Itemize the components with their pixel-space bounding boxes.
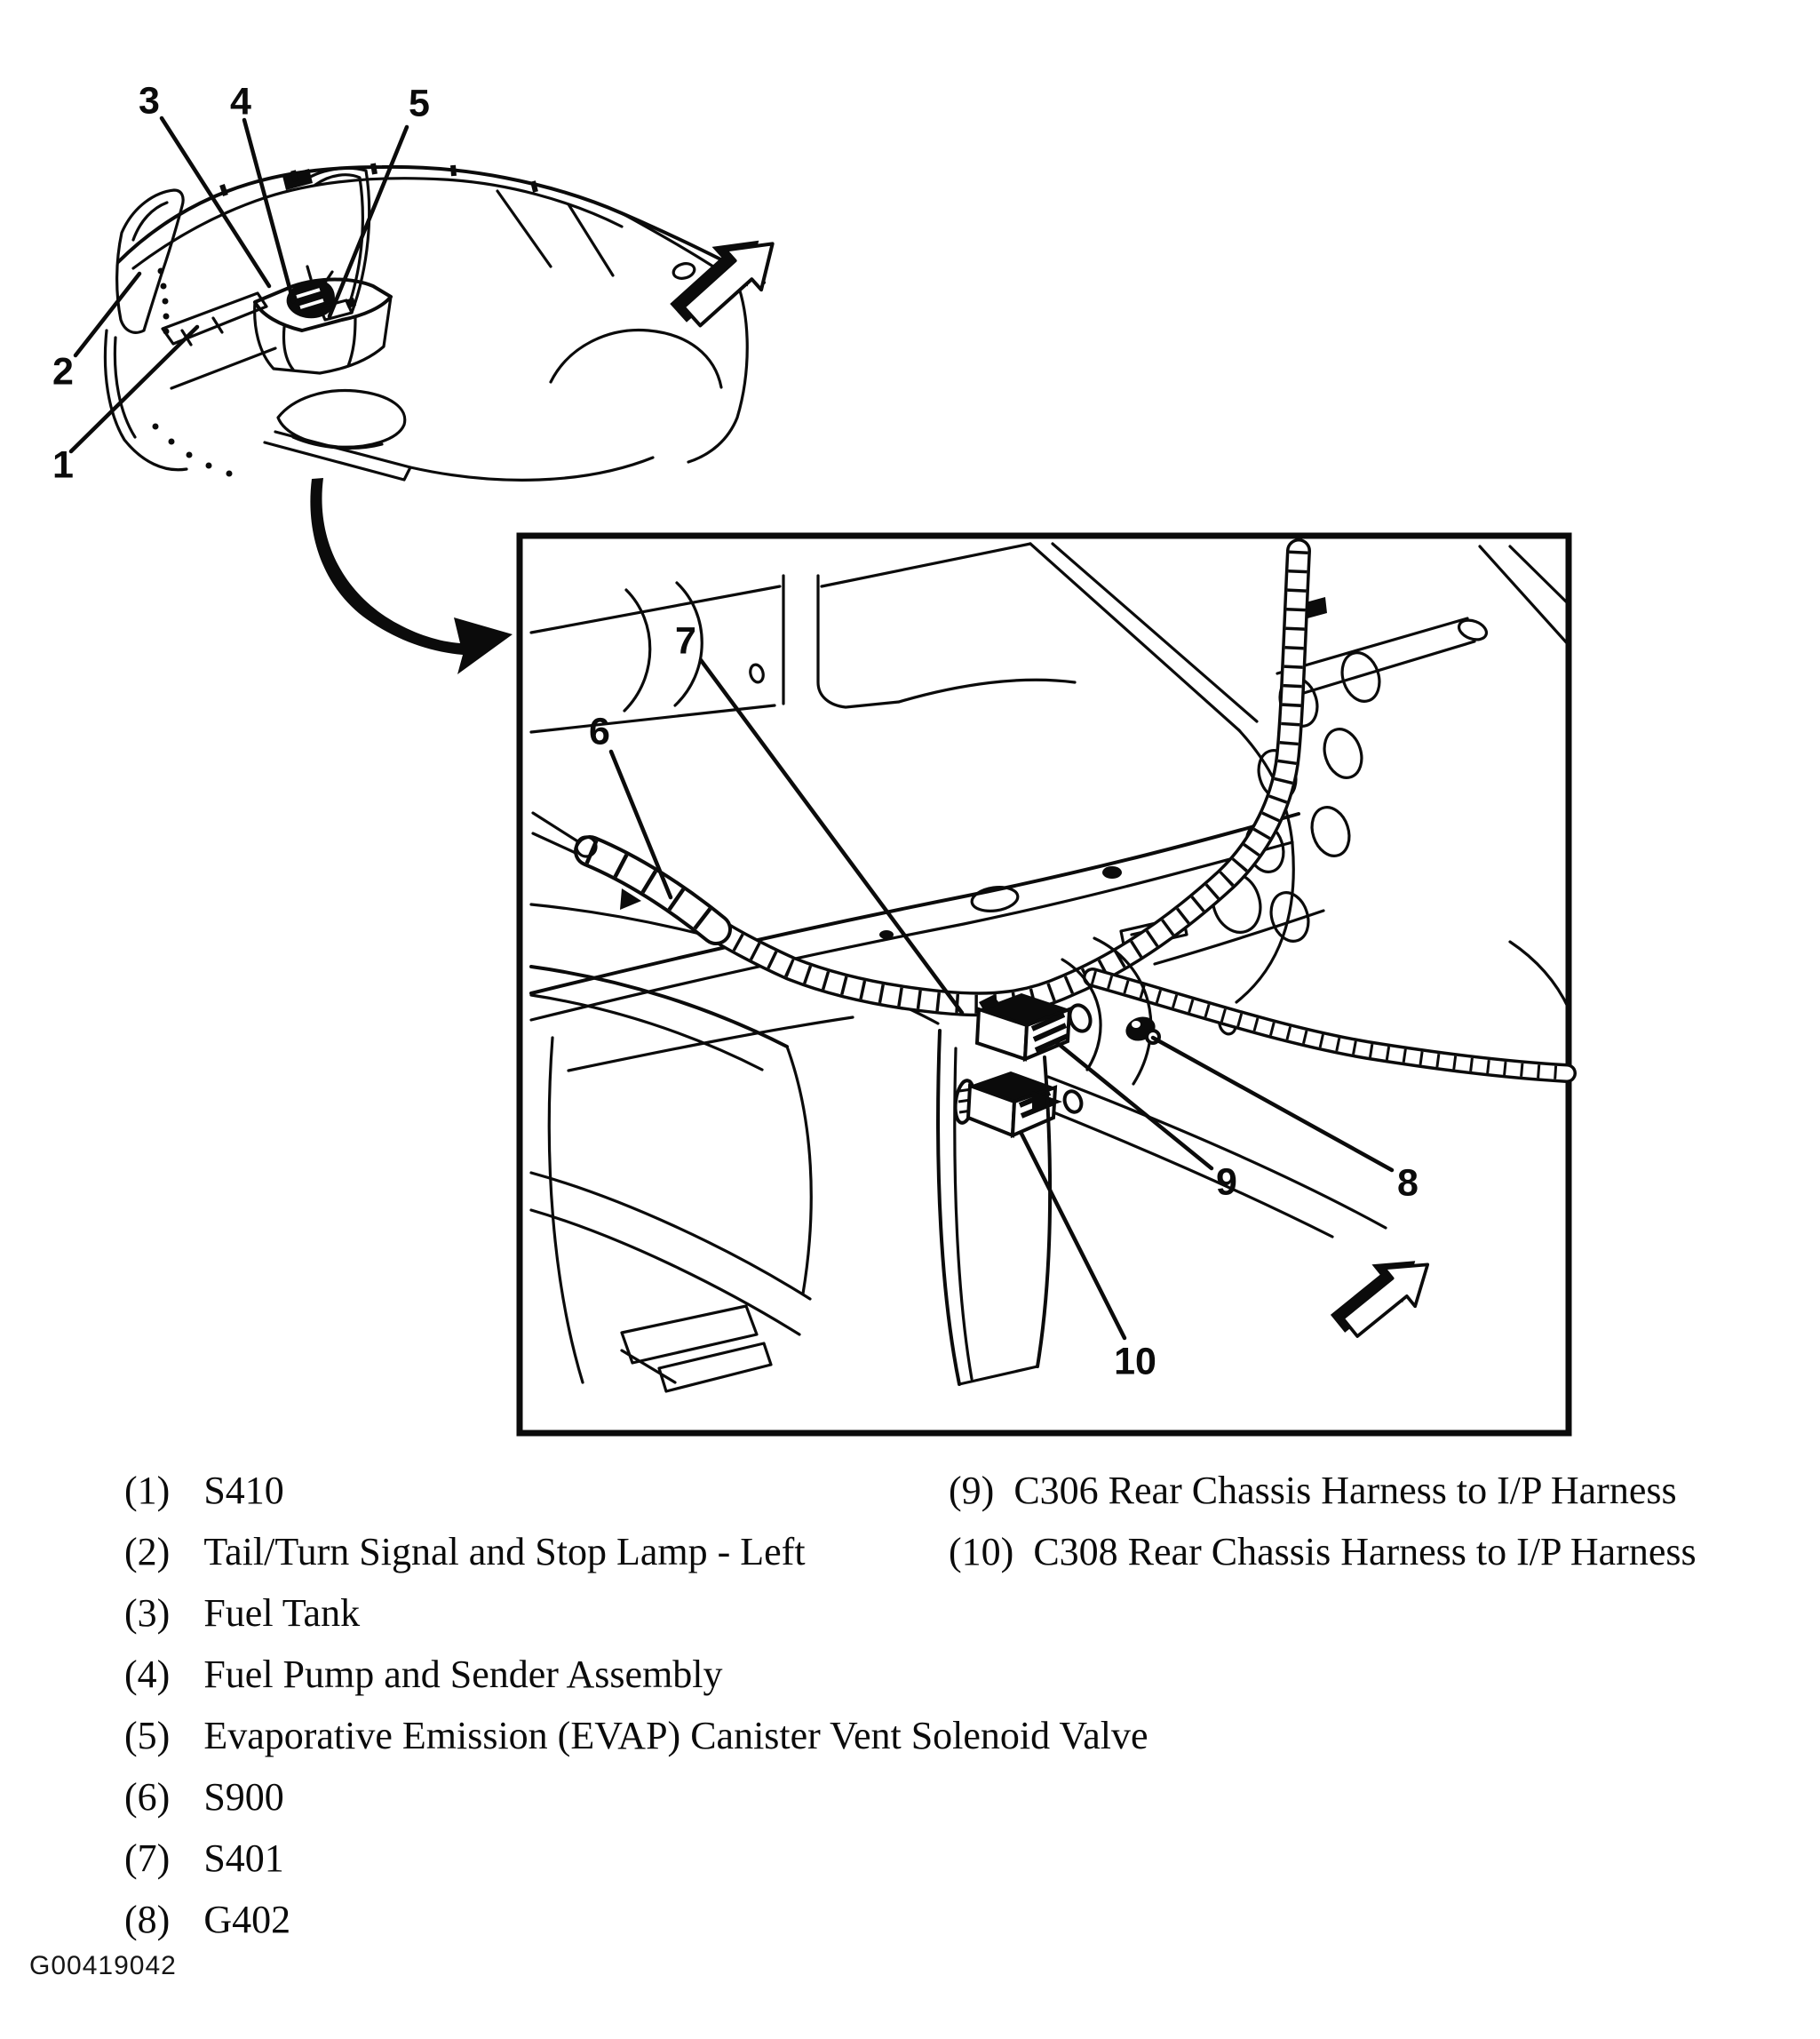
legend-item-4 [124, 1644, 1148, 1705]
callout-6: 6 [589, 710, 610, 753]
figure-id: G00419042 [29, 1951, 177, 1980]
zoom-curved-arrow [310, 478, 513, 674]
legend-item-8 [124, 1889, 1148, 1950]
legend-item-label: Tail/Turn Signal and Stop Lamp - Left [203, 1529, 806, 1573]
leader-line-5 [330, 127, 407, 316]
vehicle-overview-drawing [105, 163, 764, 480]
legend-item-number: (6) [124, 1774, 171, 1819]
legend-item-6 [124, 1766, 1148, 1828]
legend-item-7 [124, 1828, 1148, 1889]
callout-3: 3 [139, 79, 160, 123]
legend-item-right-1 [949, 1460, 1697, 1521]
legend-item-label: S410 [203, 1468, 284, 1512]
legend-item-label: Evaporative Emission (EVAP) Canister Vent Solenoid Valve [203, 1713, 1148, 1757]
callout-9: 9 [1216, 1160, 1237, 1204]
callout-1: 1 [52, 443, 74, 487]
legend-item-number: (10) [949, 1529, 1014, 1573]
legend-item-number: (4) [124, 1652, 171, 1696]
callout-2: 2 [52, 350, 74, 394]
leader-line-4 [244, 120, 293, 301]
legend-item-3 [124, 1582, 1148, 1644]
legend-item-label: C306 Rear Chassis Harness to I/P Harness [1013, 1468, 1677, 1512]
legend-item-number: (7) [124, 1836, 171, 1880]
legend-right-column [949, 1460, 1697, 1582]
leader-line-2 [76, 274, 139, 355]
legend-item-number: (3) [124, 1590, 171, 1635]
callout-10: 10 [1114, 1340, 1156, 1383]
legend-item-5 [124, 1705, 1148, 1766]
callout-4: 4 [230, 80, 251, 123]
legend-item-number: (1) [124, 1468, 171, 1512]
legend-item-label: Fuel Pump and Sender Assembly [203, 1652, 723, 1696]
legend-item-right-2 [949, 1521, 1697, 1582]
legend-item-label: S401 [203, 1836, 284, 1880]
legend-item-label: G402 [203, 1897, 291, 1941]
wheel-arch [551, 331, 721, 387]
vehicle-beltline [118, 167, 764, 283]
legend-item-number: (5) [124, 1713, 171, 1757]
fuel-pump-assembly [287, 267, 335, 318]
leader-line-1 [71, 327, 197, 451]
callout-5: 5 [409, 82, 430, 125]
legend-item-number: (9) [949, 1468, 995, 1512]
legend-item-label: S900 [203, 1774, 284, 1819]
legend-item-number: (8) [124, 1897, 171, 1941]
callout-7: 7 [675, 619, 696, 663]
callout-8: 8 [1397, 1161, 1419, 1205]
legend-item-label: C308 Rear Chassis Harness to I/P Harness [1033, 1529, 1697, 1573]
legend-item-number: (2) [124, 1529, 171, 1573]
legend-item-label: Fuel Tank [203, 1590, 361, 1635]
